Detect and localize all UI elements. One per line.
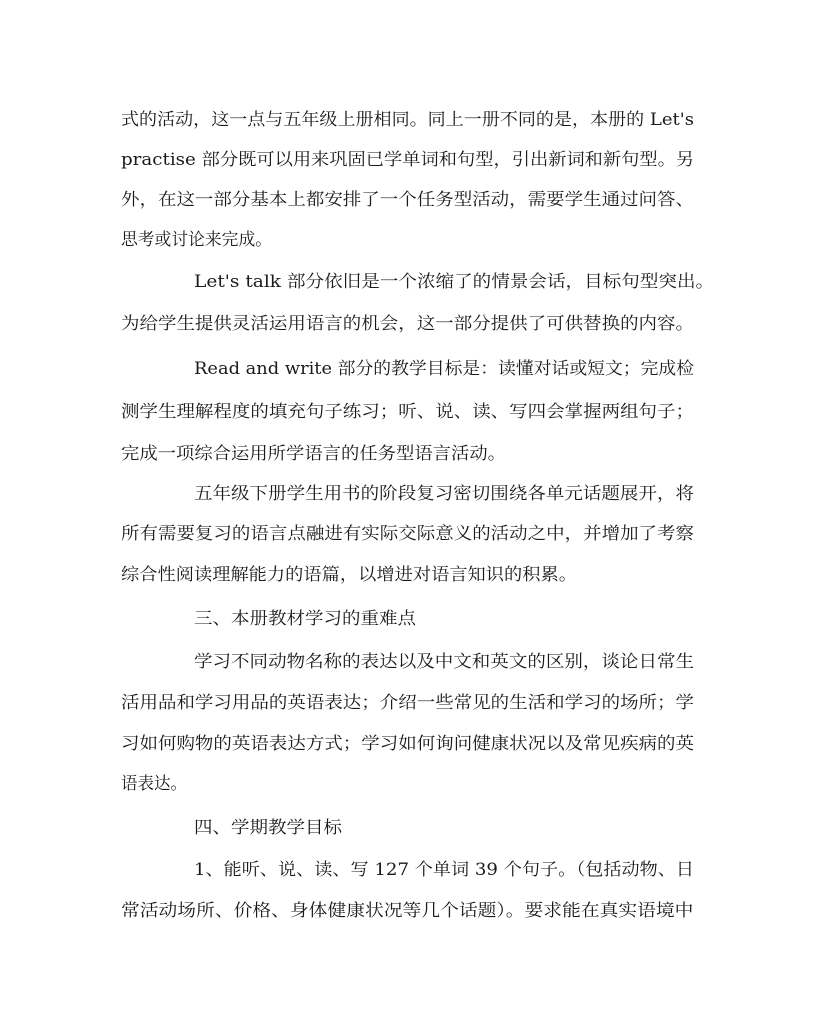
section-heading: 四、学期教学目标 — [194, 818, 342, 838]
text-line: 完成一项综合运用所学语言的任务型语言活动。 — [121, 444, 506, 464]
text-line: 测学生理解程度的填充句子练习；听、说、读、写四会掌握两组句子； — [121, 402, 694, 422]
text-line: 1、能听、说、读、写 127 个单词 39 个句子。（包括动物、日 — [194, 860, 695, 880]
text-line: 外，在这一部分基本上都安排了一个任务型活动，需要学生通过问答、 — [121, 190, 694, 210]
section-heading: 三、本册教材学习的重难点 — [194, 609, 416, 629]
text-line: 活用品和学习用品的英语表达；介绍一些常见的生活和学习的场所；学 — [121, 693, 694, 713]
text-line: practise 部分既可以用来巩固已学单词和句型，引出新词和新句型。另 — [121, 150, 695, 170]
text-line: Read and write 部分的教学目标是：读懂对话或短文；完成检 — [194, 359, 695, 379]
text-line: 习如何购物的英语表达方式；学习如何询问健康状况以及常见疾病的英 — [121, 734, 694, 754]
text-line: 综合性阅读理解能力的语篇，以增进对语言知识的积累。 — [121, 565, 577, 585]
text-line: 常活动场所、价格、身体健康状况等几个话题）。要求能在真实语境中 — [121, 901, 694, 921]
text-line: 为给学生提供灵活运用语言的机会，这一部分提供了可供替换的内容。 — [121, 314, 694, 334]
text-line: 思考或讨论来完成。 — [121, 230, 272, 250]
text-line: 所有需要复习的语言点融进有实际交际意义的活动之中，并增加了考察 — [121, 524, 694, 544]
text-line: 五年级下册学生用书的阶段复习密切围绕各单元话题展开，将 — [194, 484, 694, 504]
text-line: 式的活动，这一点与五年级上册相同。同上一册不同的是，本册的 Let's — [121, 110, 694, 130]
text-line: 语表达。 — [121, 774, 187, 794]
text-line: Let's talk 部分依旧是一个浓缩了的情景会话，目标句型突出。 — [194, 272, 715, 292]
text-line: 学习不同动物名称的表达以及中文和英文的区别，谈论日常生 — [194, 652, 694, 672]
